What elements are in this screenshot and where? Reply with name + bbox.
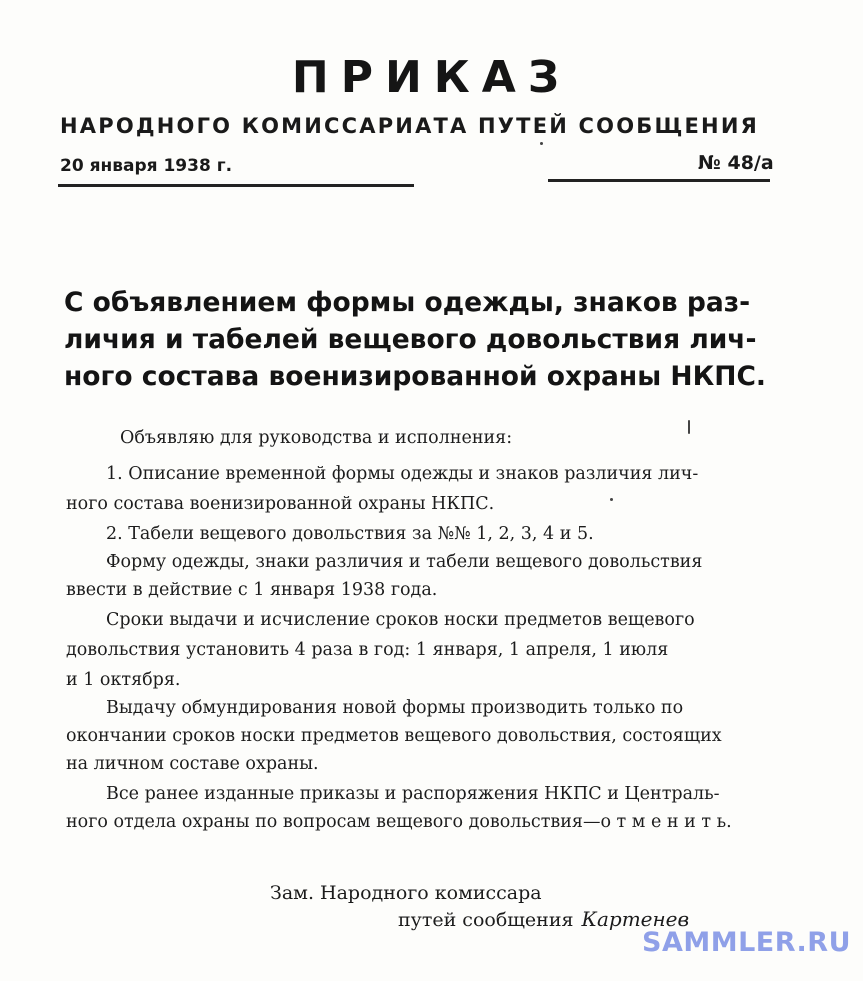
signature-office: путей сообщения [398,909,574,931]
watermark: SAMMLER.RU [642,927,851,958]
body-line: ного состава военизированной охраны НКПС. [66,494,495,514]
header-rule-right [548,179,770,182]
document-title: ПРИКАЗ [291,52,572,103]
print-speck [610,498,613,501]
body-line: 1. Описание временной формы одежды и знаков различия лич- [106,464,699,484]
body-line: Объявляю для руководства и исполнения: [120,428,513,448]
body-line: 2. Табели вещевого довольствия за №№ 1, 2, 3, 4 и 5. [106,524,594,544]
body-line: ного отдела охраны по вопросам вещевого довольствия—о т м е н и т ь. [66,812,732,832]
print-speck [540,142,543,145]
heading-line: ного состава военизированной охраны НКПС. [64,361,766,392]
order-number: № 48/а [698,152,774,174]
body-line: и 1 октября. [66,670,181,690]
body-line: Все ранее изданные приказы и распоряжения НКПС и Централь- [106,784,720,804]
body-line: окончании сроков носки предметов вещевого довольствия, состоящих [66,726,722,746]
heading-line: С объявлением формы одежды, знаков раз- [64,287,751,318]
order-date: 20 января 1938 г. [60,156,233,176]
document-subtitle: НАРОДНОГО КОМИССАРИАТА ПУТЕЙ СООБЩЕНИЯ [60,114,759,138]
body-line: ввести в действие с 1 января 1938 года. [66,580,438,600]
body-line: Сроки выдачи и исчисление сроков носки предметов вещевого [106,610,695,630]
signatory-name: Картенев [581,907,690,931]
body-line: Выдачу обмундирования новой формы производить только по [106,698,684,718]
body-line: Форму одежды, знаки различия и табели вещевого довольствия [106,552,703,572]
body-line: на личном составе охраны. [66,754,319,774]
print-speck [688,420,690,434]
heading-line: личия и табелей вещевого довольствия лич- [64,324,757,355]
body-line: довольствия установить 4 раза в год: 1 января, 1 апреля, 1 июля [66,640,669,660]
header-rule-left [58,184,414,187]
order-heading [64,284,784,395]
signature-title-line: Зам. Народного комиссара [270,882,542,904]
